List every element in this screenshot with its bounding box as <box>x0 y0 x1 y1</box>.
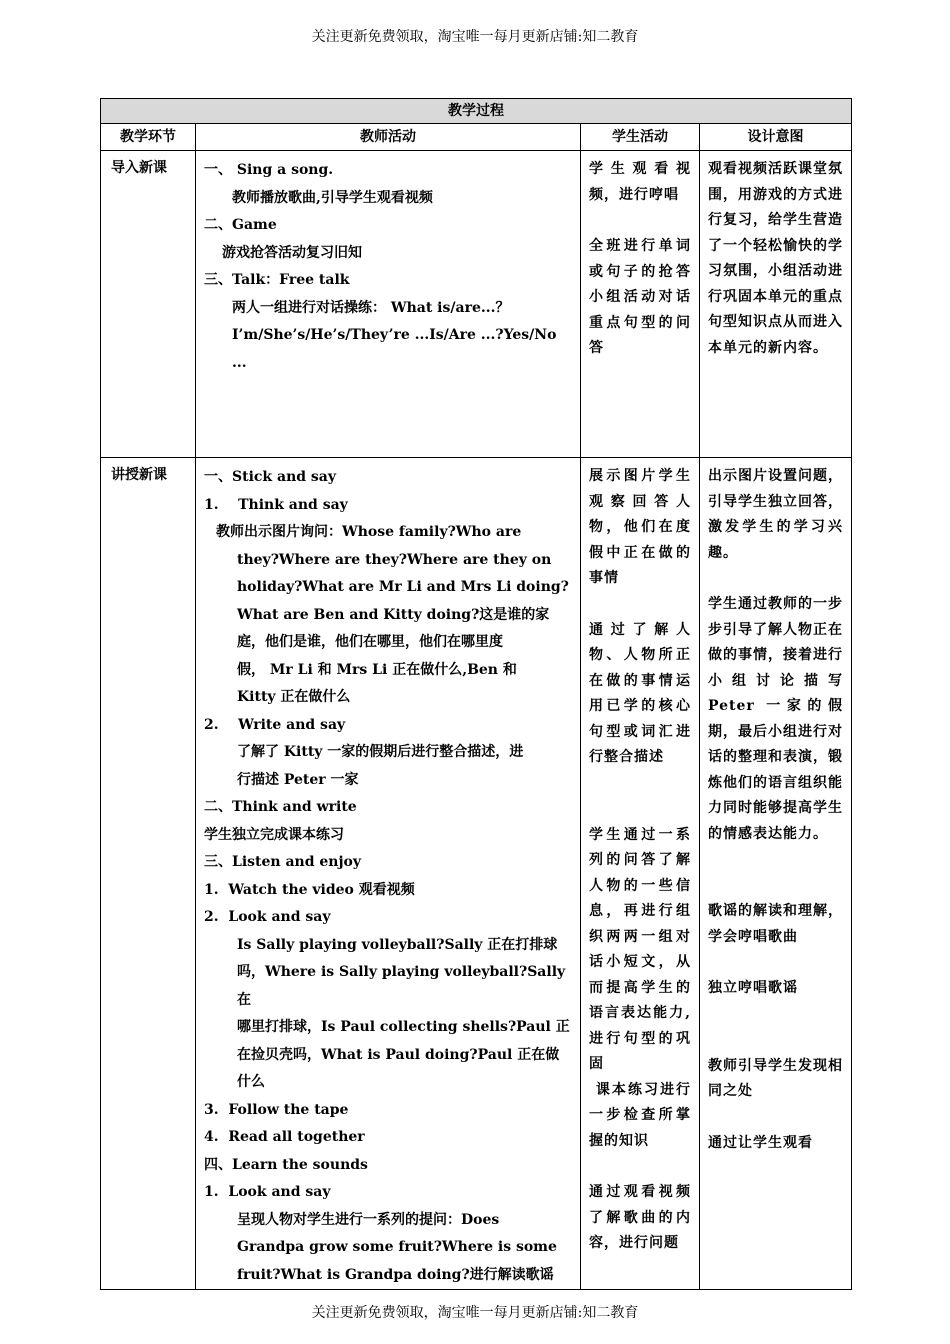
text-block: 学生观看视频，进行哼唱 <box>589 161 691 203</box>
text-line: 3. Follow the tape <box>204 1101 349 1118</box>
text-line: 呈现人物对学生进行一系列的提问：Does <box>237 1211 500 1228</box>
column-header: 教师活动 <box>196 124 581 151</box>
text-block: 通过观看视频了解歌曲的内容，进行问题 <box>589 1184 691 1251</box>
text-line: 2. Look and say <box>204 909 331 925</box>
text-line: 1. Watch the video 观看视频 <box>204 881 415 898</box>
text-block: 教师引导学生发现相同之处 <box>708 1057 843 1099</box>
section-label: 讲授新课 <box>101 458 196 1290</box>
text-line: Is Sally playing volleyball?Sally 正在打排球 <box>237 936 558 953</box>
text-block: 出示图片设置问题，引导学生独立回答，激发学生的学习兴趣。 <box>708 468 843 561</box>
text-block: 观看视频活跃课堂氛围，用游戏的方式进行复习，给学生营造了一个轻松愉快的学习氛围，小组活动进行巩固本单元的重点句型知识点从而进入本单元的新内容。 <box>708 161 843 356</box>
text-line: 教师出示图片询问：Whose family?Who are <box>216 524 522 540</box>
text-line: 了解了 Kitty 一家的假期后进行整合描述，进 <box>237 744 524 760</box>
text-line: 哪里打排球，Is Paul collecting shells?Paul 正 <box>237 1019 570 1035</box>
text-line: I’m/She’s/He’s/They’re ...Is/Are ...?Yes/No ... <box>232 327 557 371</box>
column-header: 教学环节 <box>101 124 196 151</box>
text-line: 庭，他们是谁，他们在哪里，他们在哪里度 <box>237 634 503 650</box>
section-label: 导入新课 <box>101 151 196 458</box>
text-line: 假， Mr Li 和 Mrs Li 正在做什么,Ben 和 <box>237 661 517 678</box>
text-block: 课本练习进行一步检查所掌握的知识 <box>589 1081 692 1149</box>
text-line: Kitty 正在做什么 <box>237 689 351 705</box>
text-block: 通过了解人物、人物所正在做的事情运用已学的核心句型或词汇进行整合描述 <box>589 621 691 765</box>
table-title: 教学过程 <box>101 99 852 124</box>
text-line: Grandpa grow some fruit?Where is some <box>237 1239 557 1255</box>
text-line: 1. Look and say <box>204 1184 331 1200</box>
text-line: 什么 <box>237 1074 265 1090</box>
text-block: 学生通过教师的一步步引导了解人物正在做的事情，接着进行小组讨论描写 Peter 一家的假期，最后小组进行对话的整理和表演，锻炼他们的语言组织能力同时能够提高学生的情感表达能力。 <box>708 596 843 842</box>
column-header: 学生活动 <box>581 124 700 151</box>
text-line: 一、Stick and say <box>204 469 336 485</box>
text-line: 二、Think and write <box>204 799 357 815</box>
text-line: they?Where are they?Where are they on <box>237 551 552 568</box>
text-line: 学生独立完成课本练习 <box>204 826 344 843</box>
table-row <box>101 151 852 458</box>
text-line: 一、 Sing a song. <box>204 162 334 178</box>
text-line: 两人一组进行对话操练： What is/are...？ <box>232 299 510 316</box>
text-line: 四、Learn the sounds <box>204 1156 368 1173</box>
text-line: 吗，Where is Sally playing volleyball?Sally 在 <box>237 964 566 1008</box>
text-line: 游戏抢答活动复习旧知 <box>222 244 362 261</box>
text-line: holiday?What are Mr Li and Mrs Li doing? <box>237 579 569 595</box>
text-line: fruit?What is Grandpa doing?进行解读歌谣 <box>237 1266 554 1283</box>
page-header: 关注更新免费领取，淘宝唯一每月更新店铺:知二教育 <box>311 29 639 45</box>
page-footer: 关注更新免费领取，淘宝唯一每月更新店铺:知二教育 <box>311 1305 639 1321</box>
text-line: 2. Write and say <box>204 716 346 733</box>
text-line: 在捡贝壳吗，What is Paul doing?Paul 正在做 <box>237 1046 560 1063</box>
student-activity <box>581 458 700 1290</box>
text-line: 1. Think and say <box>204 496 348 513</box>
text-block: 独立哼唱歌谣 <box>708 980 798 996</box>
student-activity <box>581 151 700 458</box>
design-intent <box>700 458 852 1290</box>
teaching-process-table <box>100 98 852 1290</box>
teacher-activity <box>196 151 581 458</box>
text-line: 三、Talk：Free talk <box>204 272 350 288</box>
text-block: 学生通过一系列的问答了解人物的一些信息，再进行组织两两一组对话小短文，从而提高学生的语言表达能力,进行句型的巩固 <box>589 826 691 1072</box>
text-line: 三、Listen and enjoy <box>204 854 362 870</box>
design-intent <box>700 151 852 458</box>
column-header: 设计意图 <box>700 124 852 151</box>
teacher-activity <box>196 458 581 1290</box>
text-line: 行描述 Peter 一家 <box>237 771 359 788</box>
table-row <box>101 458 852 1290</box>
text-block: 通过让学生观看 <box>708 1134 813 1151</box>
text-line: 教师播放歌曲,引导学生观看视频 <box>232 189 433 206</box>
text-block: 歌谣的解读和理解，学会哼唱歌曲 <box>708 903 843 945</box>
text-block: 展示图片学生观察回答人物，他们在度假中正在做的事情 <box>589 468 691 586</box>
text-block: 全班进行单词或句子的抢答小组活动对话重点句型的问答 <box>589 238 691 356</box>
text-line: 二、Game <box>204 217 277 233</box>
text-line: What are Ben and Kitty doing?这是谁的家 <box>237 606 550 623</box>
text-line: 4. Read all together <box>204 1129 365 1145</box>
